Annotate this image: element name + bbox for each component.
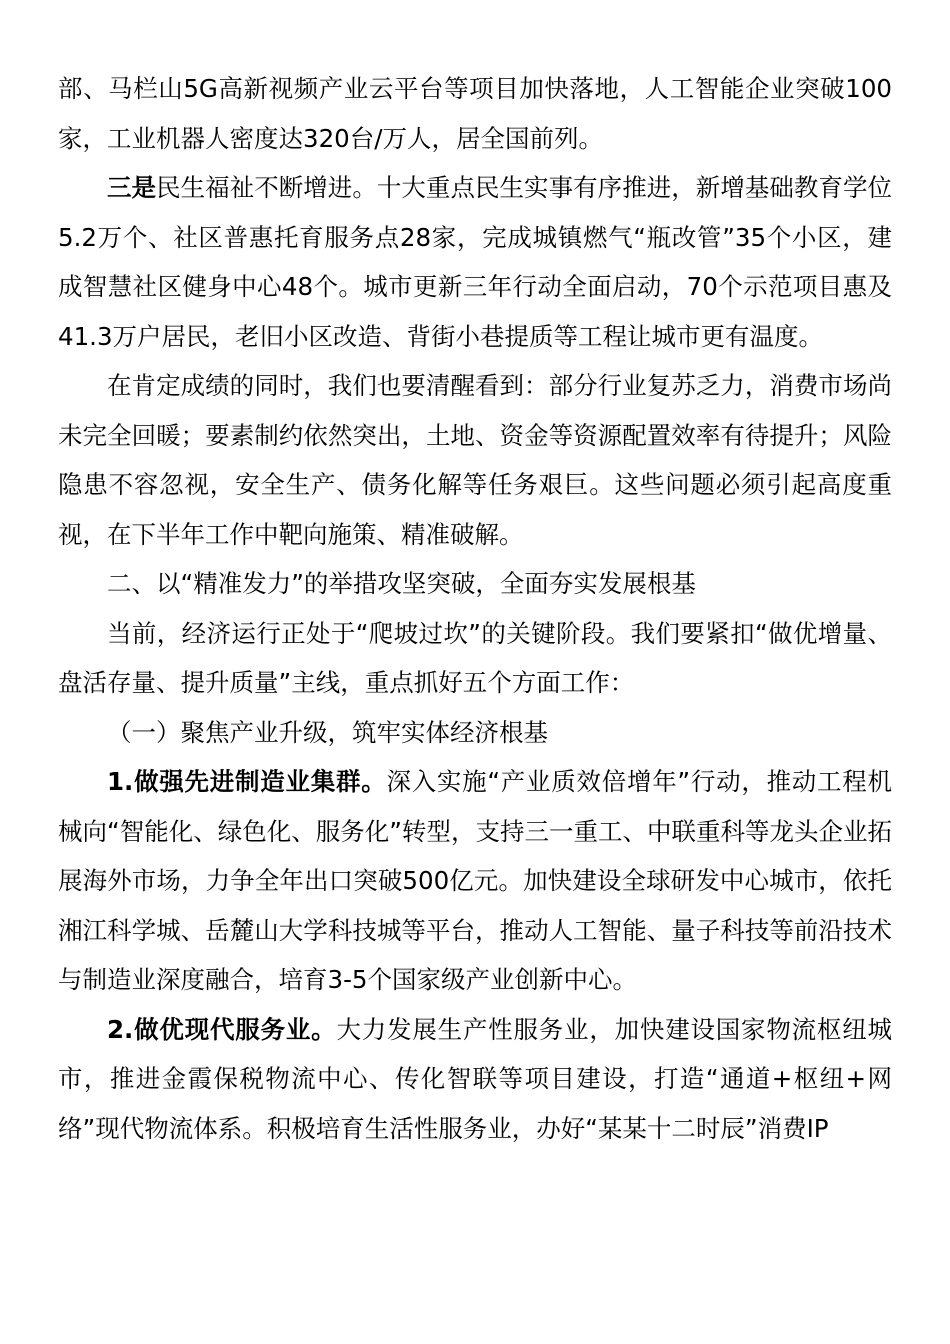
paragraph-2-lead: 三是	[107, 173, 157, 202]
paragraph-1-text: 部、马栏山5G高新视频产业云平台等项目加快落地，人工智能企业突破100家，工业机器人密度达320台/万人，居全国前列。	[58, 74, 892, 153]
paragraph-3	[58, 361, 892, 559]
paragraph-7	[58, 757, 892, 1005]
paragraph-3-text: 在肯定成绩的同时，我们也要清醒看到：部分行业复苏乏力，消费市场尚未完全回暖；要素制约依然突出，土地、资金等资源配置效率有待提升；风险隐患不容忽视，安全生产、债务化解等任务艰巨。这些问题必须引起高度重视，在下半年工作中靶向施策、精准破解。	[58, 371, 892, 549]
paragraph-1	[58, 64, 892, 163]
paragraph-5-text: 当前，经济运行正处于“爬坡过坎”的关键阶段。我们要紧扣“做优增量、盘活存量、提升质量”主线，重点抓好五个方面工作：	[58, 618, 892, 697]
document-page	[58, 64, 892, 1153]
paragraph-8-lead: 2.做优现代服务业。	[107, 1014, 337, 1044]
paragraph-7-text: 深入实施“产业质效倍增年”行动，推动工程机械向“智能化、绿色化、服务化”转型，支持三一重工、中联重科等龙头企业拓展海外市场，力争全年出口突破500亿元。加快建设全球研发中心城市，依托湘江科学城、岳麓山大学科技城等平台，推动人工智能、量子科技等前沿技术与制造业深度融合，培育3-5个国家级产业创新中心。	[58, 767, 892, 994]
section-heading-2-text: 二、以“精准发力”的举措攻坚突破，全面夯实发展根基	[107, 569, 696, 598]
paragraph-2-text: 民生福祉不断增进。十大重点民生实事有序推进，新增基础教育学位5.2万个、社区普惠托育服务点28家，完成城镇燃气“瓶改管”35个小区，建成智慧社区健身中心48个。城市更新三年行动全面启动，70个示范项目惠及41.3万户居民，老旧小区改造、背街小巷提质等工程让城市更有温度。	[58, 173, 893, 351]
paragraph-2	[58, 163, 892, 361]
subsection-heading-1-text: （一）聚焦产业升级，筑牢实体经济根基	[107, 717, 548, 747]
paragraph-8	[58, 1005, 892, 1154]
paragraph-8-text: 大力发展生产性服务业，加快建设国家物流枢纽城市，推进金霞保税物流中心、传化智联等项目建设，打造“通道+枢纽+网络”现代物流体系。积极培育生活性服务业，办好“某某十二时辰”消费IP	[58, 1014, 892, 1143]
paragraph-5	[58, 609, 892, 708]
section-heading-2	[58, 559, 892, 609]
subsection-heading-1	[58, 708, 892, 758]
paragraph-7-lead: 1.做强先进制造业集群。	[107, 767, 387, 796]
